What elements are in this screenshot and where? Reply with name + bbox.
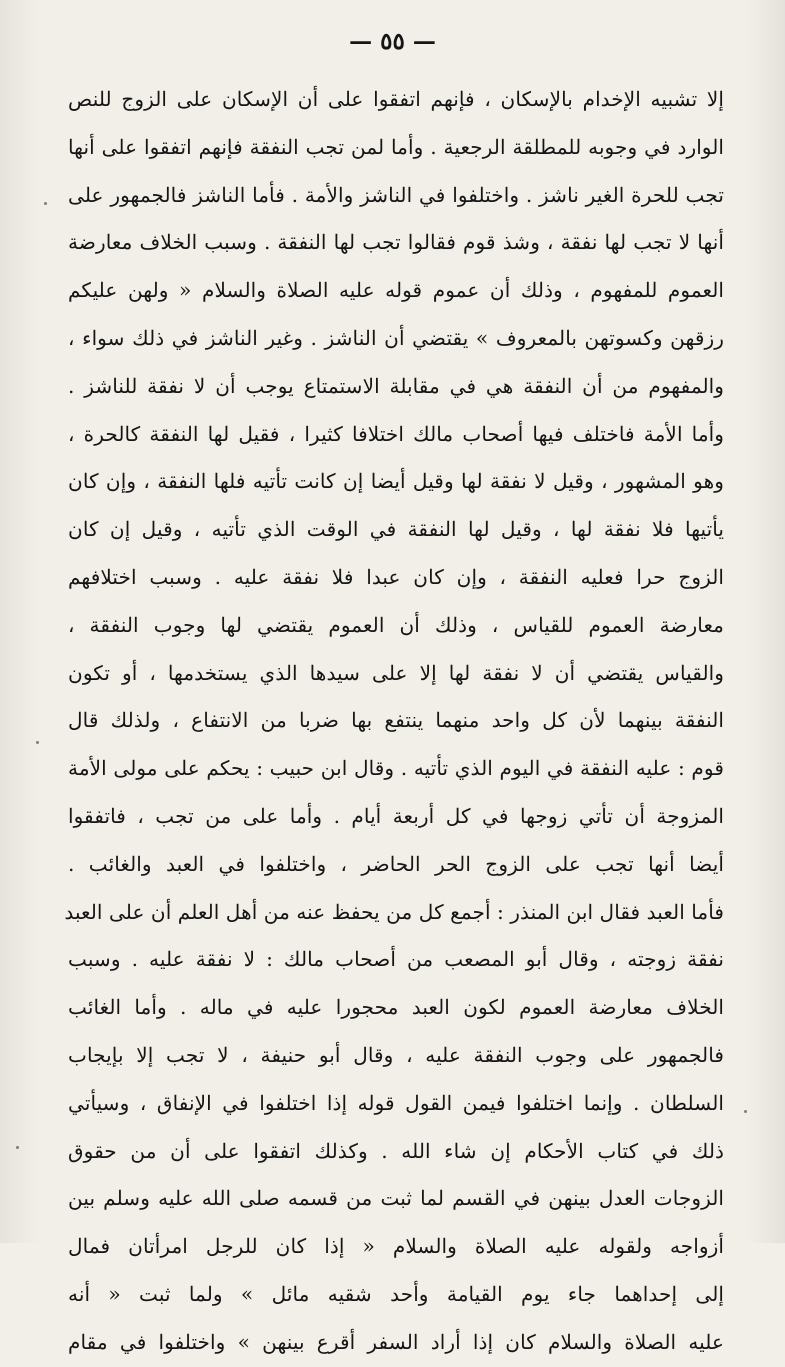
text-line: والقياس يقتضي أن لا نفقة لها إلا على سيدها الذي يستخدمها ، أو تكون <box>68 660 724 685</box>
text-line: إلى إحداهما جاء يوم القيامة وأحد شقيه مائل » ولما ثبت « أنه <box>68 1281 724 1306</box>
text-line: العموم للمفهوم ، وذلك أن عموم قوله عليه الصلاة والسلام « ولهن عليكم <box>68 278 724 303</box>
text-line: قوم : عليه النفقة في اليوم الذي تأتيه . وقال ابن حبيب : يحكم على مولى الأمة <box>68 756 724 781</box>
scan-speck <box>744 1110 747 1113</box>
text-line: إلا تشبيه الإخدام بالإسكان ، فإنهم اتفقوا على أن الإسكان على الزوج للنص <box>68 87 724 111</box>
text-line: وأما الأمة فاختلف فيها أصحاب مالك اختلافا كثيرا ، فقيل لها النفقة كالحرة ، <box>68 421 724 446</box>
text-line: وهو المشهور ، وقيل لا نفقة لها وقيل أيضا إن كانت تأتيه فلها النفقة ، وإن كان <box>68 469 724 494</box>
scan-speck <box>16 1146 19 1149</box>
text-line: الزوج حرا فعليه النفقة ، وإن كان عبدا فلا نفقة عليه . وسبب اختلافهم <box>68 564 724 589</box>
text-line: والمفهوم من أن النفقة هي في مقابلة الاستمتاع يوجب أن لا نفقة للناشز . <box>68 373 724 398</box>
text-line: المزوجة أن تأتي زوجها في كل أربعة أيام . وأما على من تجب ، فاتفقوا <box>68 803 724 828</box>
text-line: الزوجات العدل بينهن في القسم لما ثبت من قسمه صلى الله عليه وسلم بين <box>68 1186 724 1211</box>
arabic-body-text <box>64 76 724 1367</box>
text-line: أنها لا تجب لها نفقة ، وشذ قوم فقالوا تجب لها النفقة . وسبب الخلاف معارضة <box>68 230 724 255</box>
text-line: الوارد في وجوبه للمطلقة الرجعية . وأما لمن تجب النفقة فإنهم اتفقوا على أنها <box>68 134 724 159</box>
text-line: السلطان . وإنما اختلفوا فيمن القول قوله إذا اختلفوا في الإنفاق ، وسيأتي <box>68 1090 724 1115</box>
text-line: تجب للحرة الغير ناشز . واختلفوا في الناشز والأمة . فأما الناشز فالجمهور على <box>68 182 724 207</box>
text-line: نفقة زوجته ، وقال أبو المصعب من أصحاب مالك : لا نفقة عليه . وسبب <box>68 947 724 972</box>
text-line: أزواجه ولقوله عليه الصلاة والسلام « إذا كان للرجل امرأتان فمال <box>68 1234 724 1259</box>
text-line: معارضة العموم للقياس ، وذلك أن العموم يقتضي لها وجوب النفقة ، <box>68 612 724 637</box>
scan-speck <box>36 741 39 744</box>
text-line: يأتيها فلا نفقة لها ، وقيل لها النفقة في الوقت الذي تأتيه ، وقيل إن كان <box>68 517 724 542</box>
scan-speck <box>44 202 47 205</box>
text-line: النفقة بينهما لأن كل واحد منهما ينتفع بها ضربا من الانتفاع ، ولذلك قال <box>68 708 724 733</box>
text-line: فأما العبد فقال ابن المنذر : أجمع كل من يحفظ عنه من أهل العلم أن على العبد <box>64 899 724 924</box>
text-line: ذلك في كتاب الأحكام إن شاء الله . وكذلك اتفقوا على أن من حقوق <box>68 1138 724 1163</box>
text-line: رزقهن وكسوتهن بالمعروف » يقتضي أن الناشز . وغير الناشز في ذلك سواء ، <box>68 325 724 350</box>
text-line: عليه الصلاة والسلام كان إذا أراد السفر أقرع بينهن » واختلفوا في مقام <box>68 1329 724 1354</box>
text-line: فالجمهور على وجوب النفقة عليه ، وقال أبو حنيفة ، لا تجب إلا بإيجاب <box>68 1042 724 1067</box>
page-number: — ٥٥ — <box>349 28 436 55</box>
text-line: أيضا أنها تجب على الزوج الحر الحاضر ، واختلفوا في العبد والغائب . <box>68 851 724 876</box>
text-line: الخلاف معارضة العموم لكون العبد محجورا عليه في ماله . وأما الغائب <box>68 995 724 1020</box>
